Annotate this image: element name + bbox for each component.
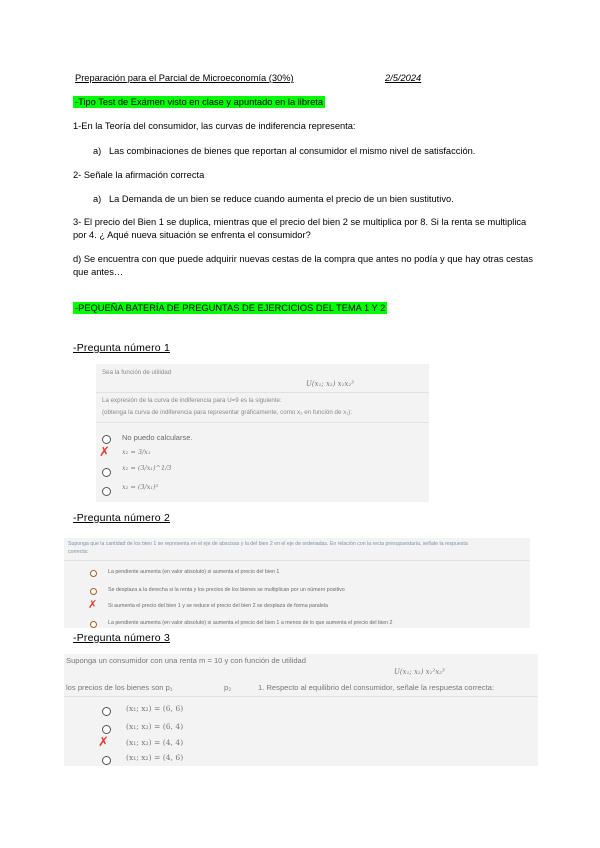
q1-option-3-radio[interactable] — [102, 468, 111, 477]
q3-stem-line-2b: p₂ — [224, 683, 232, 692]
question-3-line-1: 3- El precio del Bien 1 se duplica, mientras que el precio del bien 2 se multiplica por 8. Si la renta se multiplica — [73, 217, 527, 227]
q1-option-2-cross-icon: ✗ — [99, 445, 110, 460]
q1-stem-line-2: (obtenga la curva de indiferencia para representar gráficamente, como x₂ en función de x₁): — [102, 409, 353, 416]
q1-option-2-label: x₂ = 3/x₁ — [122, 448, 151, 456]
q2-stem-line-2: correcta: — [68, 549, 89, 555]
answer-d-line-2: que antes… — [73, 267, 124, 277]
q2-option-4-radio[interactable] — [90, 621, 97, 628]
q1-stem-line-1: La expresión de la curva de indiferencia para U=9 es la siguiente: — [102, 397, 282, 404]
question-3-screenshot — [64, 654, 538, 766]
q3-stem-line-2c: 1. Respecto al equilibrio del consumidor, señale la respuesta correcta: — [258, 683, 494, 692]
q3-option-4-label: (x₁; x₂) = (4, 6) — [126, 753, 184, 762]
q3-option-1-label: (x₁; x₂) = (6, 6) — [126, 704, 184, 713]
q2-option-1-radio[interactable] — [90, 570, 97, 577]
q1-option-1-label: No puedo calcularse. — [122, 433, 193, 442]
section-heading-test: -Tipo Test de Exámen visto en clase y apuntado en la libreta — [75, 97, 324, 107]
q1-option-4-label: x₂ = (3/x₁)³ — [122, 483, 159, 491]
q2-option-2-label: Se desplaza a la derecha si la renta y los precios de los bienes se multiplican por un número positivo — [108, 587, 345, 593]
question-1-text: 1-En la Teoría del consumidor, las curvas de indiferencia representa: — [73, 121, 356, 131]
q2-stem-line-1: Suponga que la cantidad de los bien 1 se representa en el eje de abscisas y la del bien 2 en el eje de ordenadas. En relación con la recta presupuestaria, señale la respuesta — [68, 541, 468, 547]
question-2-answer: La Demanda de un bien se reduce cuando aumenta el precio de un bien sustitutivo. — [109, 194, 454, 204]
q2-option-1-label: La pendiente aumenta (en valor absoluto) si aumenta el precio del bien 1 — [108, 569, 280, 575]
q3-stem-line-1: Suponga un consumidor con una renta m = 10 y con función de utilidad — [66, 656, 306, 665]
answer-d-line-1: d) Se encuentra con que puede adquirir nuevas cestas de la compra que antes no podía y que hay otras cestas — [73, 254, 533, 264]
question-2-text: 2- Señale la afirmación correcta — [73, 170, 205, 180]
question-1-answer: Las combinaciones de bienes que reportan al consumidor el mismo nivel de satisfacción. — [109, 146, 476, 156]
q3-stem-line-2a: los precios de los bienes son p₁ — [66, 683, 173, 692]
question-1-screenshot — [96, 364, 429, 502]
q3-option-2-radio[interactable] — [102, 725, 111, 734]
q3-utility: U(x₁; x₂) x₁²x₂³ — [394, 668, 445, 676]
question-2-letter: a) — [93, 194, 102, 204]
question-1-label: -Pregunta número 1 — [73, 342, 170, 354]
q3-option-2-label: (x₁; x₂) = (6, 4) — [126, 722, 184, 731]
q3-option-1-radio[interactable] — [102, 707, 111, 716]
q2-option-4-label: La pendiente aumenta (en valor absoluto) si aumenta el precio del bien 1 a menos de lo que aumenta el precio del bien 2 — [108, 620, 393, 626]
q1-option-4-radio[interactable] — [102, 487, 111, 496]
q1-option-1-radio[interactable] — [102, 435, 111, 444]
q2-option-2-radio[interactable] — [90, 588, 97, 595]
q3-option-3-label: (x₁; x₂) = (4, 4) — [126, 738, 184, 747]
q3-option-3-cross-icon: ✗ — [98, 735, 109, 750]
q1-utility: U(x₁; x₂) x₁x₂³ — [306, 380, 354, 388]
question-2-screenshot — [64, 538, 530, 628]
question-1-letter: a) — [93, 146, 102, 156]
document-date: 2/5/2024 — [385, 73, 422, 83]
question-3-label: -Pregunta número 3 — [73, 632, 170, 644]
q3-option-4-radio[interactable] — [102, 756, 111, 765]
q2-option-3-cross-icon: ✗ — [88, 598, 98, 611]
q1-intro: Sea la función de utilidad — [102, 369, 172, 376]
q2-option-3-label: Si aumenta el precio del bien 1 y se reduce el precio del bien 2 se desplaza de forma paralela — [108, 603, 328, 609]
question-3-line-2: por 4. ¿ Aqué nueva situación se enfrenta el consumidor? — [73, 230, 311, 240]
document-title: Preparación para el Parcial de Microeconomía (30%) — [75, 73, 294, 83]
q1-option-3-label: x₂ = (3/x₁)^1/3 — [122, 464, 172, 472]
question-2-label: -Pregunta número 2 — [73, 512, 170, 524]
section-heading-exercises: -PEQUEÑA BATERÍA DE PREGUNTAS DE EJERCICIOS DEL TEMA 1 Y 2 — [75, 303, 386, 313]
